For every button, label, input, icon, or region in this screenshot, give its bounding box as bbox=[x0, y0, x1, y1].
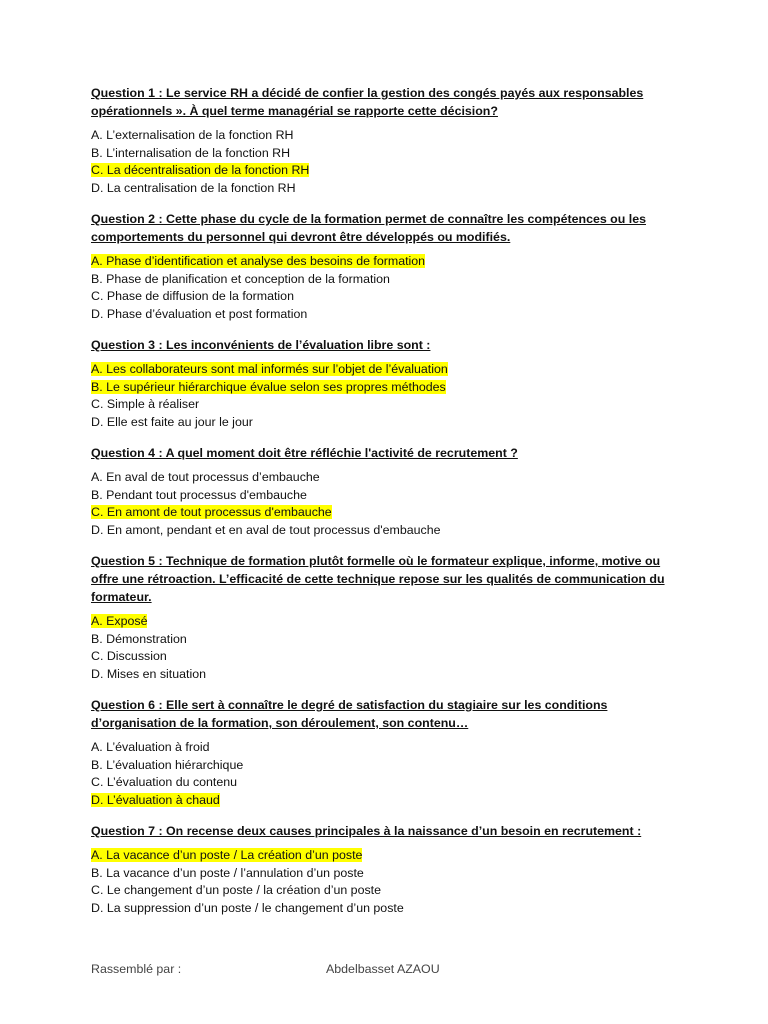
answer-option-text: A. La vacance d’un poste / La création d’un poste bbox=[91, 848, 363, 862]
answer-option-text: C. Discussion bbox=[91, 649, 167, 663]
answer-option bbox=[91, 288, 691, 306]
answer-option bbox=[91, 757, 691, 775]
question-block bbox=[91, 822, 691, 917]
answer-option-text: D. En amont, pendant et en aval de tout processus d'embauche bbox=[91, 522, 441, 537]
answer-option-highlighted bbox=[91, 379, 691, 397]
answer-option-text: B. Pendant tout processus d'embauche bbox=[91, 487, 307, 502]
answer-option-highlighted bbox=[91, 504, 691, 522]
answer-option bbox=[91, 145, 691, 163]
answer-option bbox=[91, 631, 691, 649]
answer-option bbox=[91, 900, 691, 918]
answer-option bbox=[91, 414, 691, 432]
answer-options bbox=[91, 739, 691, 809]
answer-option bbox=[91, 396, 691, 414]
answer-option bbox=[91, 469, 691, 487]
question-block bbox=[91, 336, 691, 431]
answer-option-text: C. L’évaluation du contenu bbox=[91, 775, 238, 789]
answer-option bbox=[91, 648, 691, 666]
question-title: Question 7 : On recense deux causes principales à la naissance d’un besoin en recrutement : bbox=[91, 824, 642, 838]
footer-label: Rassemblé par : bbox=[91, 962, 182, 976]
answer-option-text: B. La vacance d’un poste / l’annulation d’un poste bbox=[91, 865, 364, 880]
answer-option-text: A. Les collaborateurs sont mal informés sur l’objet de l’évaluation bbox=[91, 362, 448, 376]
answer-option bbox=[91, 487, 691, 505]
answer-option-text: A. L’évaluation à froid bbox=[91, 740, 210, 754]
answer-options bbox=[91, 253, 691, 323]
answer-option-text: B. Démonstration bbox=[91, 631, 187, 646]
answer-option-text: D. La suppression d’un poste / le changement d’un poste bbox=[91, 900, 404, 915]
answer-option bbox=[91, 774, 691, 792]
question-block bbox=[91, 84, 691, 197]
answer-option-highlighted bbox=[91, 253, 691, 271]
answer-option-text: A. L’externalisation de la fonction RH bbox=[91, 128, 294, 142]
answer-option-text: B. Phase de planification et conception de la formation bbox=[91, 271, 390, 286]
quiz-document bbox=[91, 84, 691, 930]
answer-option-text: A. En aval de tout processus d’embauche bbox=[91, 470, 320, 484]
question-block bbox=[91, 210, 691, 323]
question-title: Question 2 : Cette phase du cycle de la formation permet de connaître les compétences ou les comportements du personnel qui devront être développés ou modifiés. bbox=[91, 212, 646, 244]
question-block bbox=[91, 552, 691, 683]
answer-option-text: D. La centralisation de la fonction RH bbox=[91, 180, 296, 195]
answer-options bbox=[91, 613, 691, 683]
answer-option bbox=[91, 522, 691, 540]
question-title: Question 4 : A quel moment doit être réfléchie l'activité de recrutement ? bbox=[91, 446, 518, 460]
answer-option-text: B. Le supérieur hiérarchique évalue selon ses propres méthodes bbox=[91, 379, 446, 394]
answer-option-text: D. Mises en situation bbox=[91, 666, 207, 681]
answer-option-highlighted bbox=[91, 847, 691, 865]
question-title: Question 6 : Elle sert à connaître le degré de satisfaction du stagiaire sur les conditions d’organisation de la formation, son déroulement, son contenu… bbox=[91, 698, 608, 730]
answer-option bbox=[91, 882, 691, 900]
answer-option-text: D. Phase d’évaluation et post formation bbox=[91, 306, 308, 321]
answer-options bbox=[91, 361, 691, 431]
answer-option-text: D. L’évaluation à chaud bbox=[91, 792, 220, 807]
answer-option bbox=[91, 306, 691, 324]
answer-options bbox=[91, 469, 691, 539]
question-block bbox=[91, 444, 691, 539]
answer-option-text: A. Exposé bbox=[91, 614, 148, 628]
answer-option bbox=[91, 127, 691, 145]
footer-author: Abdelbasset AZAOU bbox=[326, 962, 440, 976]
answer-options bbox=[91, 847, 691, 917]
answer-option-highlighted bbox=[91, 361, 691, 379]
answer-option-highlighted bbox=[91, 162, 691, 180]
question-title: Question 5 : Technique de formation plutôt formelle où le formateur explique, informe, motive ou offre une rétroaction. L’efficacité de cette technique repose sur les qualités de communication du formateur. bbox=[91, 554, 665, 604]
answer-option bbox=[91, 666, 691, 684]
answer-option-text: C. Simple à réaliser bbox=[91, 397, 200, 411]
answer-option-text: B. L’internalisation de la fonction RH bbox=[91, 145, 291, 160]
answer-option-text: A. Phase d’identification et analyse des besoins de formation bbox=[91, 254, 426, 268]
answer-option bbox=[91, 739, 691, 757]
answer-option-text: C. Le changement d’un poste / la création d’un poste bbox=[91, 883, 381, 897]
answer-options bbox=[91, 127, 691, 197]
answer-option-text: B. L’évaluation hiérarchique bbox=[91, 757, 244, 772]
answer-option-text: C. En amont de tout processus d'embauche bbox=[91, 505, 332, 519]
question-title: Question 3 : Les inconvénients de l’évaluation libre sont : bbox=[91, 338, 431, 352]
answer-option-text: C. Phase de diffusion de la formation bbox=[91, 289, 294, 303]
answer-option bbox=[91, 271, 691, 289]
answer-option bbox=[91, 865, 691, 883]
answer-option bbox=[91, 180, 691, 198]
question-block bbox=[91, 696, 691, 809]
answer-option-highlighted bbox=[91, 613, 691, 631]
answer-option-text: C. La décentralisation de la fonction RH bbox=[91, 163, 310, 177]
question-title: Question 1 : Le service RH a décidé de confier la gestion des congés payés aux responsables opérationnels ». À quel terme managérial se rapporte cette décision? bbox=[91, 86, 644, 118]
answer-option-text: D. Elle est faite au jour le jour bbox=[91, 414, 253, 429]
answer-option-highlighted bbox=[91, 792, 691, 810]
